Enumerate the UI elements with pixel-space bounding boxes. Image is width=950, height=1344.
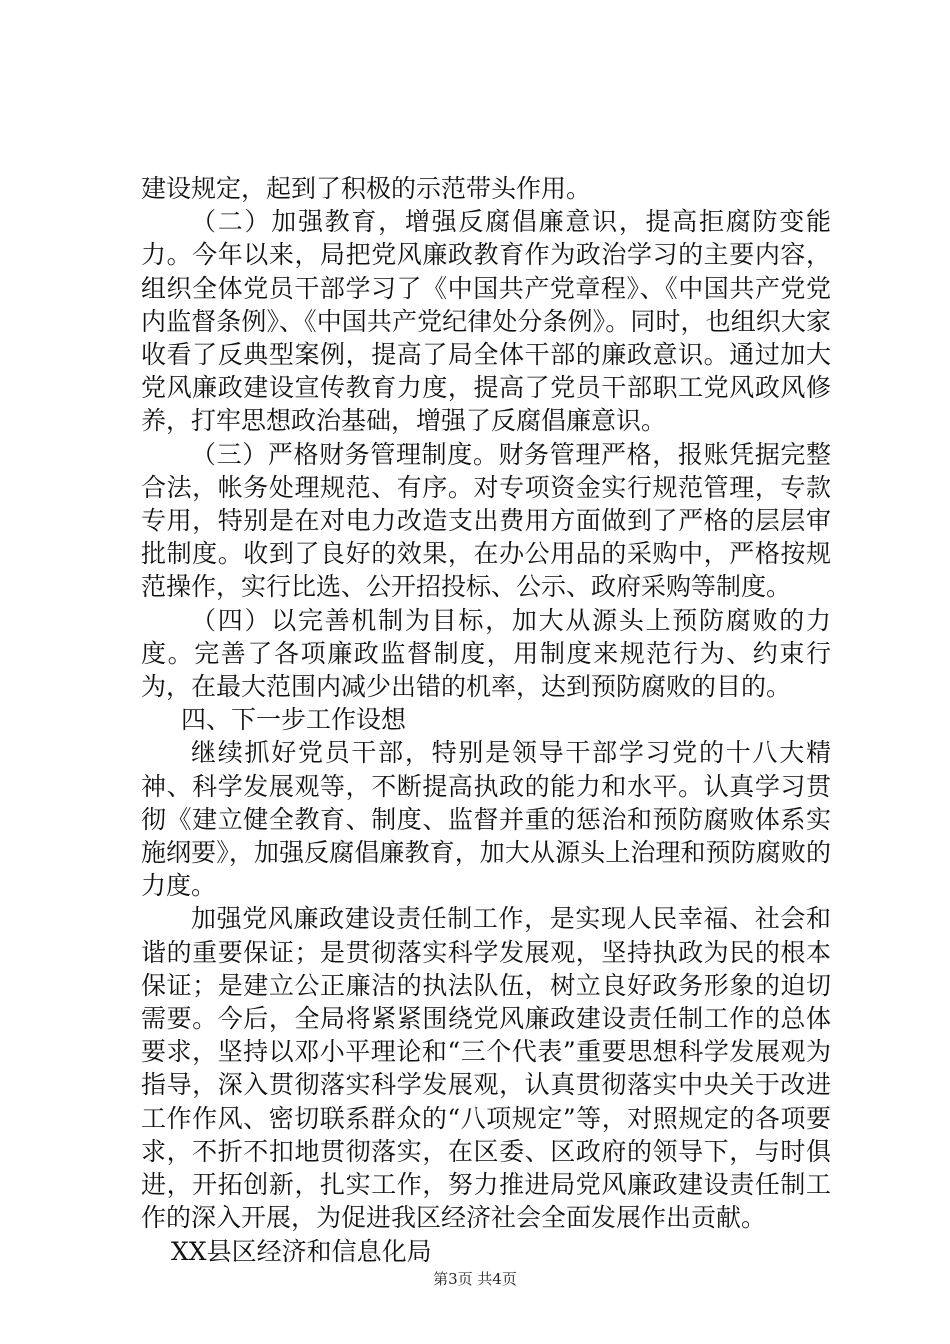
paragraph-finance: （三）严格财务管理制度。财务管理严格，报账凭据完整合法，帐务处理规范、有序。对专项资金实行规范管理，专款专用，特别是在对电力改造支出费用方面做到了严格的层层审批制度。收到了良好的效果，在办公用品的采购中，严格按规范操作，实行比选、公开招投标、公示、政府采购等制度。: [141, 439, 831, 602]
paragraph-next-steps: 继续抓好党员干部，特别是领导干部学习党的十八大精神、科学发展观等，不断提高执政的能力和水平。认真学习贯彻《建立健全教育、制度、监督并重的惩治和预防腐败体系实施纲要》，加强反腐倡廉教育，加大从源头上治理和预防腐败的力度。: [141, 738, 831, 901]
paragraph-continuation: 建设规定，起到了积极的示范带头作用。: [141, 174, 592, 203]
paragraph-responsibility: 加强党风廉政建设责任制工作，是实现人民幸福、社会和谐的重要保证；是贯彻落实科学发展观，坚持执政为民的根本保证；是建立公正廉洁的执法队伍，树立良好政务形象的迫切需要。今后，全局将紧紧围绕党风廉政建设责任制工作的总体要求，坚持以邓小平理论和“三个代表”重要思想科学发展观为指导，深入贯彻落实科学发展观，认真贯彻落实中央关于改进工作作风、密切联系群众的“八项规定”等，对照规定的各项要求，不折不扣地贯彻落实，在区委、区政府的领导下，与时俱进，开拓创新，扎实工作，努力推进局党风廉政建设责任制工作的深入开展，为促进我区经济社会全面发展作出贡献。: [141, 904, 831, 1233]
page-number-footer: 第3页 共4页: [433, 1270, 517, 1288]
paragraph-education: （二）加强教育，增强反腐倡廉意识，提高拒腐防变能力。今年以来，局把党风廉政教育作为政治学习的主要内容，组织全体党员干部学习了《中国共产党章程》、《中国共产党党内监督条例》、《中国共产党纪律处分条例》。同时，也组织大家收看了反典型案例，提高了局全体干部的廉政意识。通过加大党风廉政建设宣传教育力度，提高了党员干部职工党风政风修养，打牢思想政治基础，增强了反腐倡廉意识。: [141, 207, 831, 436]
section-heading: 四、下一步工作设想: [181, 705, 407, 735]
signature-organization: XX县区经济和信息化局: [171, 1236, 432, 1266]
paragraph-mechanism: （四）以完善机制为目标，加大从源头上预防腐败的力度。完善了各项廉政监督制度，用制度来规范行为、约束行为，在最大范围内减少出错的机率，达到预防腐败的目的。: [141, 605, 831, 702]
document-body: [141, 172, 831, 1268]
